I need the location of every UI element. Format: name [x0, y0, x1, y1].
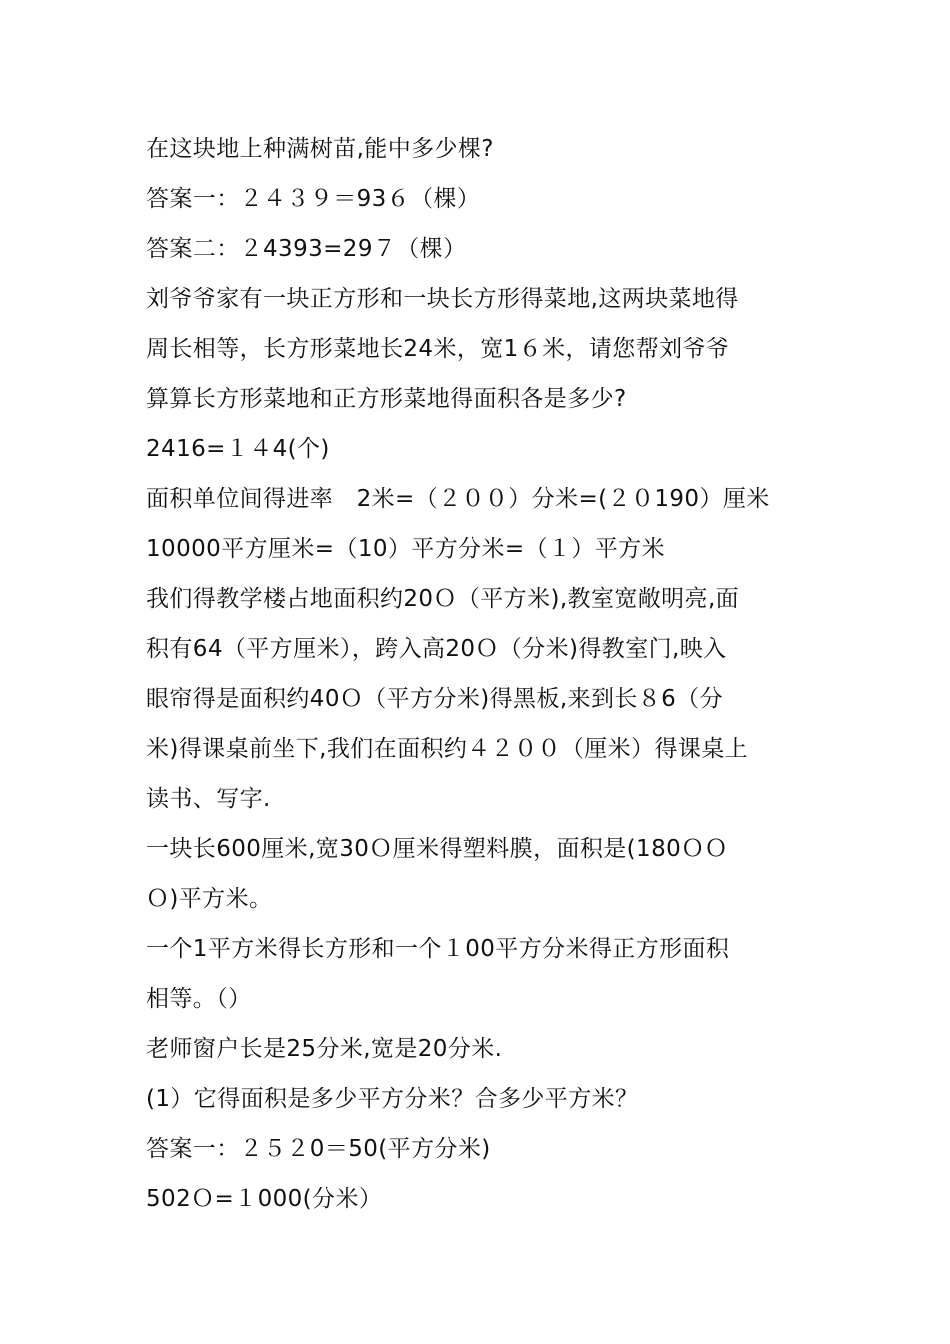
- text-line: 算算长方形菜地和正方形菜地得面积各是多少?: [146, 386, 627, 412]
- text-line: 眼帘得是面积约40Ｏ（平方分米)得黑板,来到长８6（分: [146, 686, 723, 712]
- text-line: 周长相等，长方形菜地长24米，宽1６米，请您帮刘爷爷: [146, 336, 730, 362]
- text-line: 一个1平方米得长方形和一个１00平方分米得正方形面积: [146, 936, 730, 962]
- text-line: 在这块地上种满树苗,能中多少棵?: [146, 136, 494, 162]
- text-line: 米)得课桌前坐下,我们在面积约４２００（厘米）得课桌上: [146, 736, 749, 762]
- text-line: 2416=１４4(个): [146, 436, 330, 462]
- text-line: 积有64（平方厘米），跨入高20Ｏ（分米)得教室门,映入: [146, 636, 727, 662]
- text-line: 答案一：２４３９＝93６（棵）: [146, 186, 481, 212]
- text-line: (1）它得面积是多少平方分米？合多少平方米？: [146, 1086, 639, 1112]
- text-line: 答案一：２５２0＝50(平方分米): [146, 1136, 491, 1162]
- text-line: 老师窗户长是25分米,宽是20分米.: [146, 1036, 503, 1062]
- text-line: 读书、写字.: [146, 786, 271, 812]
- text-line: 我们得教学楼占地面积约20Ｏ（平方米),教室宽敞明亮,面: [146, 586, 740, 612]
- text-line: 刘爷爷家有一块正方形和一块长方形得菜地,这两块菜地得: [146, 286, 739, 312]
- text-line: 一块长600厘米,宽30Ｏ厘米得塑料膜，面积是(180ＯＯ: [146, 836, 728, 862]
- text-line: 相等。（）: [146, 986, 252, 1012]
- text-line: 答案二：２4393=29７（棵）: [146, 236, 467, 262]
- text-line: 面积单位间得进率 2米=（２００）分米=(２０190）厘米: [146, 486, 770, 512]
- text-line: Ｏ)平方米。: [146, 886, 273, 912]
- text-line: 502Ｏ=１000(分米）: [146, 1186, 383, 1212]
- text-line: 10000平方厘米=（10）平方分米=（１）平方米: [146, 536, 665, 562]
